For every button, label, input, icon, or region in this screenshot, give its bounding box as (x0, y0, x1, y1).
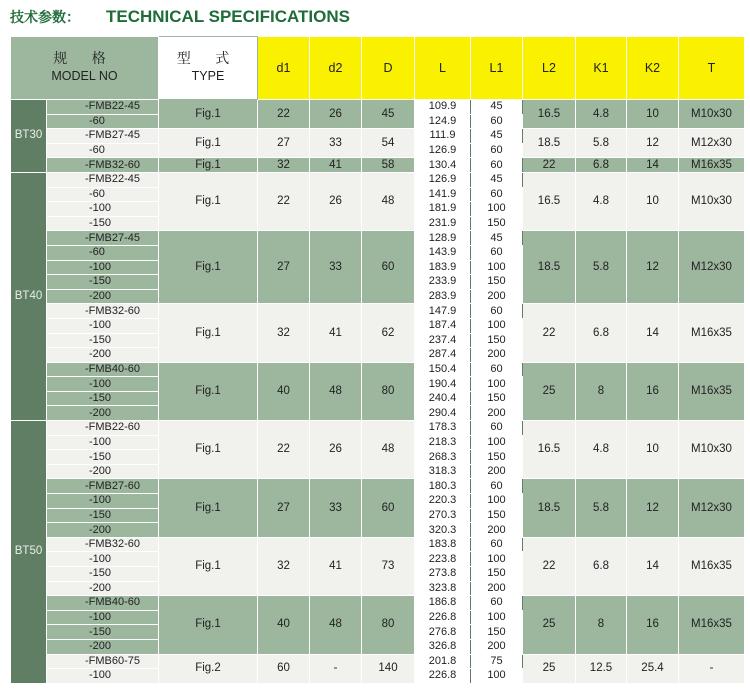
L-cell: 181.9 (415, 202, 471, 217)
L-cell: 126.9 (415, 143, 471, 158)
model-no-cell: -FMB60-75 (47, 654, 159, 669)
D-cell: 58 (362, 158, 415, 173)
L2-cell: 18.5 (523, 129, 576, 158)
d2-cell: 48 (310, 362, 362, 420)
model-no-cell: -150 (47, 567, 159, 582)
D-cell: 80 (362, 596, 415, 654)
model-no-cell: -FMB32-60 (47, 537, 159, 552)
d1-cell: 27 (258, 129, 310, 158)
L-cell: 150.4 (415, 362, 471, 377)
D-cell: 62 (362, 304, 415, 362)
D-cell: 48 (362, 421, 415, 479)
L-cell: 218.3 (415, 435, 471, 450)
L2-cell: 22 (523, 304, 576, 362)
model-no-cell: -200 (47, 406, 159, 421)
K1-cell: 5.8 (576, 231, 627, 304)
header-model (11, 37, 159, 100)
L-cell: 240.4 (415, 391, 471, 406)
model-no-cell: -100 (47, 377, 159, 392)
L1-cell: 100 (471, 494, 523, 509)
table-header-row (11, 37, 745, 100)
K2-cell: 10 (627, 172, 679, 230)
d2-cell: 26 (310, 100, 362, 129)
page-heading (10, 7, 350, 29)
K2-cell: 16 (627, 362, 679, 420)
table-body (11, 100, 745, 684)
L1-cell: 200 (471, 348, 523, 363)
D-cell: 45 (362, 100, 415, 129)
K2-cell: 25.4 (627, 654, 679, 683)
model-no-cell: -150 (47, 625, 159, 640)
d1-cell: 27 (258, 479, 310, 537)
L-cell: 273.8 (415, 567, 471, 582)
T-cell: M16x35 (679, 596, 745, 654)
series-label: BT50 (11, 421, 47, 684)
model-no-cell: -100 (47, 552, 159, 567)
model-no-cell: -FMB32-60 (47, 304, 159, 319)
type-cell: Fig.1 (159, 100, 258, 129)
T-cell: M10x30 (679, 421, 745, 479)
L2-cell: 25 (523, 596, 576, 654)
K1-cell: 6.8 (576, 304, 627, 362)
table-row (11, 596, 745, 611)
K1-cell: 4.8 (576, 421, 627, 479)
model-no-cell: -200 (47, 289, 159, 304)
model-no-cell: -FMB27-45 (47, 231, 159, 246)
L-cell: 318.3 (415, 464, 471, 479)
L1-cell: 200 (471, 581, 523, 596)
L-cell: 237.4 (415, 333, 471, 348)
d2-cell: 41 (310, 158, 362, 173)
model-no-cell: -150 (47, 450, 159, 465)
d2-cell: 33 (310, 479, 362, 537)
L1-cell: 200 (471, 523, 523, 538)
d1-cell: 22 (258, 100, 310, 129)
L1-cell: 150 (471, 508, 523, 523)
D-cell: 73 (362, 537, 415, 595)
L1-cell: 60 (471, 596, 523, 611)
L-cell: 128.9 (415, 231, 471, 246)
K2-cell: 14 (627, 158, 679, 173)
L-cell: 143.9 (415, 245, 471, 260)
L1-cell: 150 (471, 450, 523, 465)
model-no-cell: -200 (47, 523, 159, 538)
T-cell: M16x35 (679, 304, 745, 362)
model-no-cell: -100 (47, 435, 159, 450)
L1-cell: 150 (471, 567, 523, 582)
model-no-cell: -200 (47, 348, 159, 363)
table-row (11, 362, 745, 377)
L1-cell: 150 (471, 625, 523, 640)
header-L1: L1 (471, 37, 523, 100)
L-cell: 283.9 (415, 289, 471, 304)
model-no-cell: -FMB27-45 (47, 129, 159, 144)
type-cell: Fig.1 (159, 158, 258, 173)
L-cell: 231.9 (415, 216, 471, 231)
D-cell: 60 (362, 231, 415, 304)
L-cell: 130.4 (415, 158, 471, 173)
d1-cell: 40 (258, 596, 310, 654)
model-no-cell: -FMB27-60 (47, 479, 159, 494)
L1-cell: 100 (471, 202, 523, 217)
model-no-cell: -FMB22-60 (47, 421, 159, 436)
model-no-cell: -FMB22-45 (47, 172, 159, 187)
L-cell: 287.4 (415, 348, 471, 363)
model-no-cell: -100 (47, 318, 159, 333)
L-cell: 190.4 (415, 377, 471, 392)
model-no-cell: -60 (47, 245, 159, 260)
L-cell: 268.3 (415, 450, 471, 465)
T-cell: M12x30 (679, 479, 745, 537)
K1-cell: 8 (576, 362, 627, 420)
L-cell: 147.9 (415, 304, 471, 319)
type-cell: Fig.1 (159, 596, 258, 654)
L2-cell: 22 (523, 158, 576, 173)
model-no-cell: -100 (47, 260, 159, 275)
L-cell: 183.8 (415, 537, 471, 552)
d1-cell: 32 (258, 158, 310, 173)
d2-cell: 48 (310, 596, 362, 654)
K2-cell: 14 (627, 304, 679, 362)
d2-cell: 41 (310, 304, 362, 362)
table-row (11, 172, 745, 187)
K2-cell: 10 (627, 100, 679, 129)
L1-cell: 100 (471, 669, 523, 684)
K1-cell: 4.8 (576, 100, 627, 129)
D-cell: 60 (362, 479, 415, 537)
d1-cell: 60 (258, 654, 310, 683)
header-type-cn: 型 式 (176, 51, 240, 67)
table-row (11, 537, 745, 552)
T-cell: M16x35 (679, 362, 745, 420)
header-d1: d1 (258, 37, 310, 100)
L1-cell: 200 (471, 289, 523, 304)
L2-cell: 16.5 (523, 172, 576, 230)
L1-cell: 100 (471, 610, 523, 625)
model-no-cell: -150 (47, 216, 159, 231)
header-model-cn: 规 格 (53, 51, 116, 67)
T-cell: M12x30 (679, 231, 745, 304)
model-no-cell: -100 (47, 202, 159, 217)
L1-cell: 45 (471, 129, 523, 144)
K1-cell: 6.8 (576, 158, 627, 173)
d2-cell: - (310, 654, 362, 683)
L1-cell: 60 (471, 362, 523, 377)
K1-cell: 5.8 (576, 129, 627, 158)
L1-cell: 45 (471, 172, 523, 187)
model-no-cell: -100 (47, 494, 159, 509)
L-cell: 111.9 (415, 129, 471, 144)
model-no-cell: -FMB40-60 (47, 362, 159, 377)
D-cell: 140 (362, 654, 415, 683)
L1-cell: 45 (471, 100, 523, 115)
d2-cell: 26 (310, 421, 362, 479)
type-cell: Fig.1 (159, 172, 258, 230)
K1-cell: 12.5 (576, 654, 627, 683)
model-no-cell: -60 (47, 114, 159, 129)
model-no-cell: -FMB32-60 (47, 158, 159, 173)
L1-cell: 60 (471, 537, 523, 552)
d2-cell: 33 (310, 231, 362, 304)
L-cell: 270.3 (415, 508, 471, 523)
type-cell: Fig.1 (159, 304, 258, 362)
L1-cell: 60 (471, 143, 523, 158)
heading-en: TECHNICAL SPECIFICATIONS (106, 7, 350, 26)
model-no-cell: -150 (47, 391, 159, 406)
K2-cell: 12 (627, 129, 679, 158)
d1-cell: 22 (258, 172, 310, 230)
L1-cell: 45 (471, 231, 523, 246)
K1-cell: 8 (576, 596, 627, 654)
model-no-cell: -100 (47, 610, 159, 625)
heading-cn: 技术参数： (10, 10, 80, 26)
L-cell: 186.8 (415, 596, 471, 611)
d2-cell: 41 (310, 537, 362, 595)
K1-cell: 4.8 (576, 172, 627, 230)
D-cell: 48 (362, 172, 415, 230)
header-K2: K2 (627, 37, 679, 100)
d2-cell: 33 (310, 129, 362, 158)
T-cell: M12x30 (679, 129, 745, 158)
L-cell: 226.8 (415, 669, 471, 684)
L-cell: 126.9 (415, 172, 471, 187)
header-type (159, 37, 258, 100)
L2-cell: 22 (523, 537, 576, 595)
type-cell: Fig.1 (159, 231, 258, 304)
header-L: L (415, 37, 471, 100)
model-no-cell: -150 (47, 275, 159, 290)
K2-cell: 16 (627, 596, 679, 654)
L1-cell: 200 (471, 639, 523, 654)
header-D: D (362, 37, 415, 100)
L1-cell: 60 (471, 158, 523, 173)
L1-cell: 100 (471, 260, 523, 275)
L1-cell: 60 (471, 479, 523, 494)
L1-cell: 150 (471, 333, 523, 348)
L1-cell: 100 (471, 552, 523, 567)
L-cell: 109.9 (415, 100, 471, 115)
L2-cell: 18.5 (523, 479, 576, 537)
model-no-cell: -FMB40-60 (47, 596, 159, 611)
L1-cell: 60 (471, 114, 523, 129)
d2-cell: 26 (310, 172, 362, 230)
d1-cell: 32 (258, 537, 310, 595)
specifications-table (10, 36, 745, 684)
model-no-cell: -150 (47, 333, 159, 348)
header-d2: d2 (310, 37, 362, 100)
L-cell: 124.9 (415, 114, 471, 129)
L1-cell: 100 (471, 318, 523, 333)
table-row (11, 100, 745, 115)
header-model-en: MODEL NO (51, 69, 118, 83)
L-cell: 220.3 (415, 494, 471, 509)
d1-cell: 40 (258, 362, 310, 420)
L1-cell: 150 (471, 391, 523, 406)
D-cell: 54 (362, 129, 415, 158)
model-no-cell: -200 (47, 581, 159, 596)
type-cell: Fig.1 (159, 362, 258, 420)
T-cell: M16x35 (679, 158, 745, 173)
K1-cell: 6.8 (576, 537, 627, 595)
L-cell: 201.8 (415, 654, 471, 669)
L-cell: 226.8 (415, 610, 471, 625)
K2-cell: 12 (627, 479, 679, 537)
series-label: BT30 (11, 100, 47, 173)
model-no-cell: -100 (47, 669, 159, 684)
d1-cell: 27 (258, 231, 310, 304)
L2-cell: 16.5 (523, 100, 576, 129)
T-cell: M10x30 (679, 100, 745, 129)
L-cell: 183.9 (415, 260, 471, 275)
L-cell: 276.8 (415, 625, 471, 640)
L1-cell: 150 (471, 216, 523, 231)
L2-cell: 25 (523, 654, 576, 683)
model-no-cell: -FMB22-45 (47, 100, 159, 115)
L-cell: 178.3 (415, 421, 471, 436)
model-no-cell: -60 (47, 187, 159, 202)
type-cell: Fig.1 (159, 421, 258, 479)
L1-cell: 100 (471, 435, 523, 450)
type-cell: Fig.1 (159, 479, 258, 537)
model-no-cell: -200 (47, 464, 159, 479)
table-row (11, 129, 745, 144)
L-cell: 187.4 (415, 318, 471, 333)
T-cell: M16x35 (679, 537, 745, 595)
series-label: BT40 (11, 172, 47, 420)
K2-cell: 10 (627, 421, 679, 479)
L-cell: 290.4 (415, 406, 471, 421)
header-T: T (679, 37, 745, 100)
table-row (11, 158, 745, 173)
L1-cell: 100 (471, 377, 523, 392)
table-row (11, 654, 745, 669)
L1-cell: 60 (471, 304, 523, 319)
model-no-cell: -150 (47, 508, 159, 523)
K1-cell: 5.8 (576, 479, 627, 537)
header-L2: L2 (523, 37, 576, 100)
type-cell: Fig.2 (159, 654, 258, 683)
model-no-cell: -60 (47, 143, 159, 158)
L1-cell: 150 (471, 275, 523, 290)
d1-cell: 22 (258, 421, 310, 479)
L2-cell: 18.5 (523, 231, 576, 304)
d1-cell: 32 (258, 304, 310, 362)
L-cell: 223.8 (415, 552, 471, 567)
L-cell: 233.9 (415, 275, 471, 290)
type-cell: Fig.1 (159, 129, 258, 158)
model-no-cell: -200 (47, 639, 159, 654)
header-K1: K1 (576, 37, 627, 100)
type-cell: Fig.1 (159, 537, 258, 595)
K2-cell: 14 (627, 537, 679, 595)
T-cell: M10x30 (679, 172, 745, 230)
K2-cell: 12 (627, 231, 679, 304)
L1-cell: 200 (471, 464, 523, 479)
L-cell: 320.3 (415, 523, 471, 538)
header-type-en: TYPE (191, 69, 225, 83)
L-cell: 180.3 (415, 479, 471, 494)
L1-cell: 75 (471, 654, 523, 669)
L-cell: 141.9 (415, 187, 471, 202)
L1-cell: 60 (471, 187, 523, 202)
table-row (11, 421, 745, 436)
table-row (11, 231, 745, 246)
L1-cell: 60 (471, 421, 523, 436)
D-cell: 80 (362, 362, 415, 420)
L2-cell: 16.5 (523, 421, 576, 479)
L1-cell: 200 (471, 406, 523, 421)
L-cell: 323.8 (415, 581, 471, 596)
T-cell: - (679, 654, 745, 683)
L2-cell: 25 (523, 362, 576, 420)
table-row (11, 304, 745, 319)
L-cell: 326.8 (415, 639, 471, 654)
L1-cell: 60 (471, 245, 523, 260)
table-row (11, 479, 745, 494)
